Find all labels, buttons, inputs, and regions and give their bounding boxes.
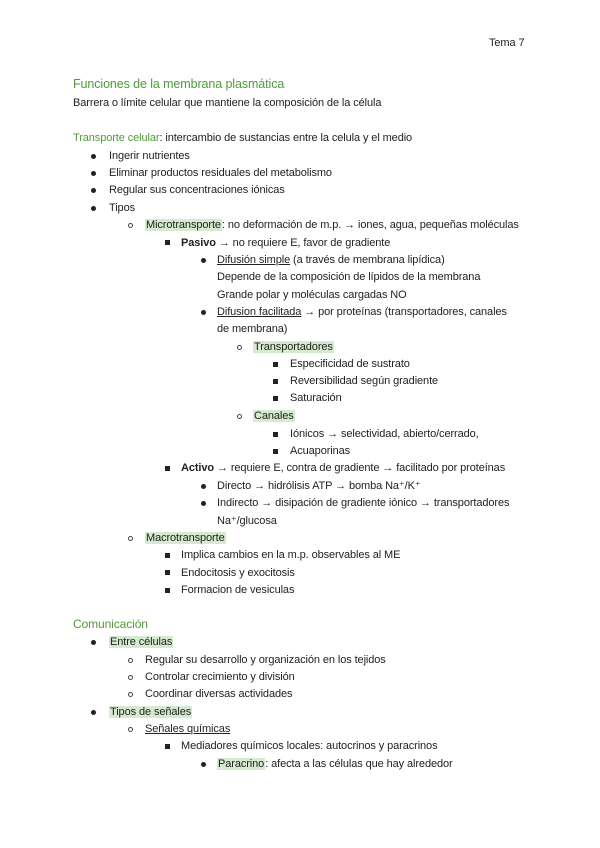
bullet-circle bbox=[128, 675, 133, 680]
difsimple-desc: (a través de membrana lipídica) bbox=[290, 254, 445, 266]
section-title-funciones: Funciones de la membrana plasmática bbox=[73, 77, 285, 91]
bullet-disc bbox=[201, 484, 206, 489]
bullet-square bbox=[165, 588, 170, 593]
list-item: Especificidad de sustrato bbox=[290, 358, 410, 370]
bullet-disc bbox=[201, 310, 206, 315]
macrotransporte-line bbox=[145, 531, 226, 545]
diffac-term: Difusion facilitada bbox=[217, 306, 302, 318]
mediadores-line: Mediadores químicos locales: autocrinos y paracrinos bbox=[181, 740, 438, 752]
difsimple-term: Difusión simple bbox=[217, 254, 291, 266]
bullet-circle bbox=[237, 414, 242, 419]
pasivo-desc: → no requiere E, favor de gradiente bbox=[215, 237, 391, 249]
diffac-desc: → por proteínas (transportadores, canales bbox=[301, 306, 507, 318]
microtransporte-desc: : no deformación de m.p. → iones, agua, pequeñas moléculas bbox=[221, 219, 519, 231]
bullet-square bbox=[165, 553, 170, 558]
canales-line bbox=[253, 409, 295, 423]
bullet-square bbox=[273, 362, 278, 367]
bullet-disc bbox=[91, 710, 96, 715]
transportadores-term: Transportadores bbox=[254, 341, 333, 353]
list-item: Implica cambios en la m.p. observables al ME bbox=[181, 549, 401, 561]
bullet-square bbox=[165, 466, 170, 471]
list-item: Tipos bbox=[109, 202, 135, 214]
macrotransporte-term: Macrotransporte bbox=[146, 532, 225, 544]
bullet-square bbox=[273, 432, 278, 437]
list-item: Regular su desarrollo y organización en los tejidos bbox=[145, 654, 386, 666]
list-item: Coordinar diversas actividades bbox=[145, 688, 293, 700]
transporte-line bbox=[73, 131, 412, 145]
bullet-square bbox=[273, 449, 278, 454]
bullet-circle bbox=[128, 727, 133, 732]
microtransporte-term: Microtransporte bbox=[146, 219, 221, 231]
canales-term: Canales bbox=[254, 410, 294, 422]
bullet-disc bbox=[91, 640, 96, 645]
bullet-circle bbox=[128, 536, 133, 541]
list-item: Acuaporinas bbox=[290, 445, 351, 457]
list-item: Reversibilidad según gradiente bbox=[290, 375, 439, 387]
list-item: Saturación bbox=[290, 392, 342, 404]
bullet-square bbox=[165, 570, 170, 575]
bullet-square bbox=[273, 379, 278, 384]
microtransporte-line bbox=[145, 218, 519, 232]
tipos-line bbox=[109, 705, 192, 719]
bullet-disc bbox=[91, 171, 96, 176]
page-tema: Tema 7 bbox=[489, 37, 525, 49]
bullet-disc bbox=[201, 501, 206, 506]
bullet-circle bbox=[128, 692, 133, 697]
indirecto-line: Indirecto → disipación de gradiente iónico → transportadores bbox=[217, 497, 510, 509]
quimicas-term: Señales químicas bbox=[145, 723, 231, 735]
bullet-circle bbox=[128, 658, 133, 663]
list-item: Formacion de vesiculas bbox=[181, 584, 295, 596]
bullet-circle bbox=[237, 345, 242, 350]
bullet-square bbox=[165, 744, 170, 749]
transporte-term: Transporte celular bbox=[73, 132, 160, 144]
list-item: Endocitosis y exocitosis bbox=[181, 567, 295, 579]
paracrino-desc: : afecta a las células que hay alrededor bbox=[265, 758, 453, 770]
bullet-disc bbox=[201, 762, 206, 767]
bullet-disc bbox=[91, 188, 96, 193]
tipos-term: Tipos de señales bbox=[110, 706, 192, 718]
funciones-desc: Barrera o límite celular que mantiene la composición de la célula bbox=[73, 97, 382, 109]
pasivo-line bbox=[181, 236, 390, 250]
transportadores-line bbox=[253, 340, 334, 354]
list-item: Iónicos → selectividad, abierto/cerrado, bbox=[290, 428, 479, 440]
bullet-disc bbox=[201, 258, 206, 263]
difsimple-line3: Grande polar y moléculas cargadas NO bbox=[217, 289, 407, 301]
list-item: Controlar crecimiento y división bbox=[145, 671, 295, 683]
bullet-circle bbox=[128, 223, 133, 228]
difsimple-line bbox=[217, 253, 445, 267]
list-item: Eliminar productos residuales del metabolismo bbox=[109, 167, 332, 179]
transporte-desc: : intercambio de sustancias entre la celula y el medio bbox=[159, 132, 413, 144]
paracrino-term: Paracrino bbox=[218, 758, 265, 770]
bullet-square bbox=[165, 240, 170, 245]
activo-line bbox=[181, 461, 505, 475]
quimicas-line bbox=[145, 722, 230, 736]
pasivo-term: Pasivo bbox=[181, 237, 216, 249]
diffac-line2: de membrana) bbox=[217, 323, 288, 335]
directo-line: Directo → hidrólisis ATP → bomba Na⁺/K⁺ bbox=[217, 480, 421, 492]
paracrino-line bbox=[217, 757, 453, 771]
activo-desc: → requiere E, contra de gradiente → facilitado por proteínas bbox=[214, 462, 506, 474]
entre-term: Entre células bbox=[110, 636, 173, 648]
difsimple-line2: Depende de la composición de lípidos de la membrana bbox=[217, 271, 481, 283]
list-item: Regular sus concentraciones iónicas bbox=[109, 184, 285, 196]
diffac-line bbox=[217, 305, 507, 319]
section-title-comunicacion: Comunicación bbox=[73, 617, 148, 631]
bullet-disc bbox=[91, 206, 96, 211]
indirecto-line2: Na⁺/glucosa bbox=[217, 515, 277, 527]
bullet-square bbox=[273, 396, 278, 401]
activo-term: Activo bbox=[181, 462, 215, 474]
entre-line bbox=[109, 635, 173, 649]
bullet-disc bbox=[91, 154, 96, 159]
list-item: Ingerir nutrientes bbox=[109, 150, 190, 162]
